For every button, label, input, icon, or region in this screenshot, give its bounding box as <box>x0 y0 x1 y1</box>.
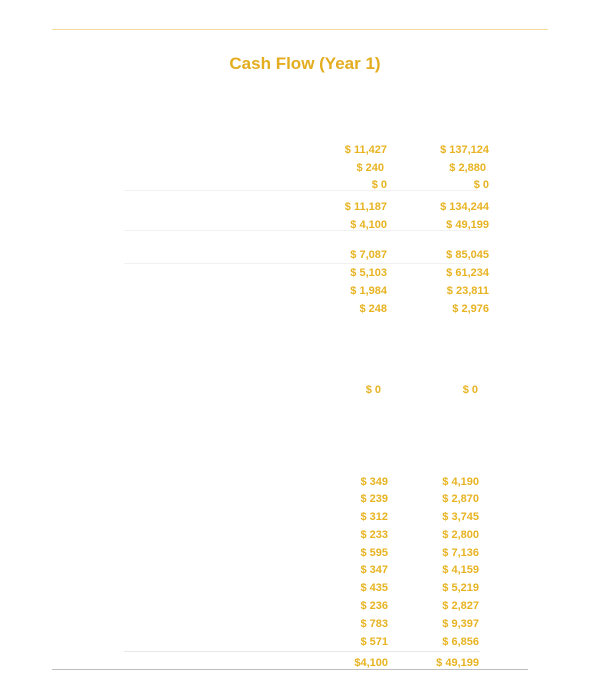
annual-value: $ 49,199 <box>446 219 489 231</box>
annual-value: $ 2,800 <box>442 529 479 541</box>
row-divider <box>124 263 480 264</box>
annual-value: $ 0 <box>473 179 489 191</box>
annual-value: $ 2,827 <box>442 600 479 612</box>
row-divider <box>124 230 480 231</box>
monthly-value: $ 5,103 <box>350 267 387 279</box>
annual-value: $ 4,190 <box>442 476 479 488</box>
annual-value: $ 134,244 <box>440 201 489 213</box>
annual-value: $ 7,136 <box>442 547 479 559</box>
monthly-value: $ 4,100 <box>350 219 387 231</box>
monthly-value: $ 349 <box>360 476 388 488</box>
monthly-value: $ 239 <box>360 493 388 505</box>
annual-value: $ 85,045 <box>446 249 489 261</box>
annual-value: $ 0 <box>462 384 478 396</box>
monthly-value: $ 11,187 <box>344 201 387 213</box>
monthly-value: $ 312 <box>360 511 388 523</box>
annual-total: $ 49,199 <box>436 657 479 669</box>
monthly-value: $ 240 <box>356 162 384 174</box>
annual-value: $ 137,124 <box>440 144 489 156</box>
annual-value: $ 2,880 <box>449 162 486 174</box>
monthly-value: $ 595 <box>360 547 388 559</box>
monthly-value: $ 248 <box>359 303 387 315</box>
monthly-value: $ 347 <box>360 564 388 576</box>
monthly-value: $ 7,087 <box>350 249 387 261</box>
monthly-value: $ 233 <box>360 529 388 541</box>
row-divider <box>124 190 480 191</box>
annual-value: $ 2,870 <box>442 493 479 505</box>
annual-value: $ 23,811 <box>446 285 489 297</box>
annual-value: $ 61,234 <box>446 267 489 279</box>
monthly-value: $ 783 <box>360 618 388 630</box>
annual-value: $ 3,745 <box>442 511 479 523</box>
annual-value: $ 5,219 <box>442 582 479 594</box>
annual-value: $ 9,397 <box>442 618 479 630</box>
monthly-value: $ 1,984 <box>350 285 387 297</box>
monthly-total: $4,100 <box>354 657 388 669</box>
monthly-value: $ 571 <box>360 636 388 648</box>
monthly-value: $ 435 <box>360 582 388 594</box>
annual-value: $ 2,976 <box>452 303 489 315</box>
monthly-value: $ 236 <box>360 600 388 612</box>
page-title: Cash Flow (Year 1) <box>229 54 381 73</box>
top-divider <box>52 29 548 30</box>
annual-value: $ 4,159 <box>442 564 479 576</box>
monthly-value: $ 0 <box>365 384 381 396</box>
row-divider <box>124 651 480 652</box>
annual-value: $ 6,856 <box>442 636 479 648</box>
monthly-value: $ 0 <box>371 179 387 191</box>
monthly-value: $ 11,427 <box>344 144 387 156</box>
